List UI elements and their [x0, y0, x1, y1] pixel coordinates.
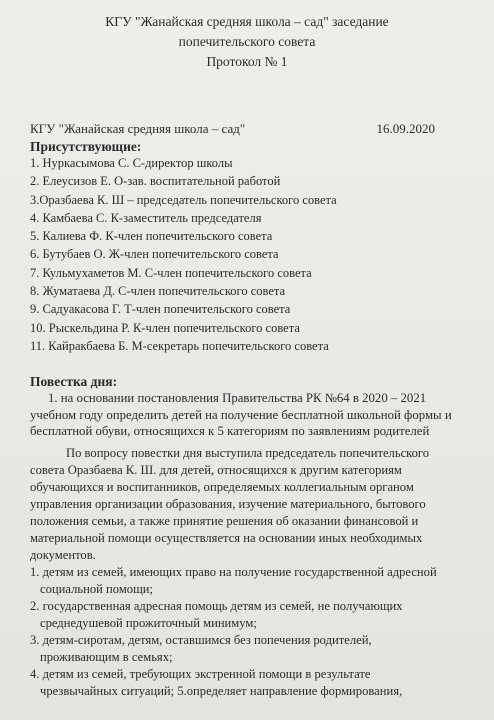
document-header [0, 12, 494, 72]
member-item: 8. Жуматаева Д. С-член попечительского совета [30, 284, 286, 299]
list-line: 2. государственная адресная помощь детям из семей, не получающих [30, 599, 403, 613]
list-line: среднедушевой прожиточный минимум; [40, 616, 257, 630]
member-item: 11. Кайракбаева Б. М-секретарь попечительского совета [30, 338, 329, 353]
present-heading: Присутствующие: [30, 139, 142, 154]
header-line-2: попечительского совета [178, 34, 316, 49]
list-line: чрезвычайных ситуаций; 5.определяет направление формирования, [40, 684, 403, 698]
protocol-title: Протокол № 1 [206, 54, 288, 69]
members-list [30, 154, 470, 355]
list-line: проживающим в семьях; [40, 650, 173, 664]
member-item: 6. Бутубаев О. Ж-член попечительского совета [30, 247, 279, 262]
paragraph-line: материальной помощи осуществляется на основании иных необходимых [30, 531, 423, 545]
member-item: 1. Нуркасымова С. С-директор школы [30, 156, 233, 170]
paragraph-line: совета Оразбаева К. Ш. для детей, относящихся к другим категориям [30, 463, 402, 477]
list-line: социальной помощи; [40, 582, 154, 596]
agenda-line: учебном году определить детей на получение бесплатной школьной формы и [30, 407, 452, 422]
org-date-line [30, 121, 435, 137]
member-item: 10. Рыскельдина Р. К-член попечительского совета [30, 320, 300, 335]
paragraph-line: управления организации образования, изучение материального, бытового [30, 497, 426, 511]
member-item: 9. Садуакасова Г. Т-член попечительского совета [30, 302, 291, 317]
paragraph-line: положения семьи, а также принятие решения об оказании финансовой и [30, 514, 419, 528]
meeting-date: 16.09.2020 [376, 121, 435, 136]
agenda-line: 1. на основании постановления Правительства РК №64 в 2020 – 2021 [48, 391, 427, 405]
member-item: 5. Калиева Ф. К-член попечительского совета [30, 229, 273, 244]
list-line: 1. детям из семей, имеющих право на получение государственной адресной [30, 565, 437, 579]
org-name: КГУ "Жанайская средняя школа – сад" [30, 121, 246, 136]
agenda-heading: Повестка дня: [30, 374, 118, 389]
list-line: 4. детям из семей, требующих экстренной помощи в результате [30, 667, 371, 681]
header-line-1: КГУ "Жанайская средняя школа – сад" заседание [105, 14, 389, 29]
paragraph-line: обучающихся и воспитанников, определяемых коллегиальным органом [30, 480, 414, 494]
paragraph-line: документов. [30, 548, 96, 562]
paragraph-line: По вопросу повестки дня выступила председатель попечительского [66, 446, 430, 460]
body-text [30, 445, 485, 700]
agenda-item [30, 390, 485, 440]
member-item: 4. Камбаева С. К-заместитель председателя [30, 210, 262, 225]
member-item: 3.Оразбаева К. Ш – председатель попечительского совета [30, 192, 337, 207]
agenda-line: бесплатной обуви, относящихся к 5 категориям по заявлениям родителей [30, 424, 430, 438]
list-line: 3. детям-сиротам, детям, оставшимся без попечения родителей, [30, 633, 372, 647]
member-item: 2. Елеусизов Е. О-зав. воспитательной работой [30, 174, 281, 189]
member-item: 7. Кульмухаметов М. С-член попечительского совета [30, 265, 312, 280]
